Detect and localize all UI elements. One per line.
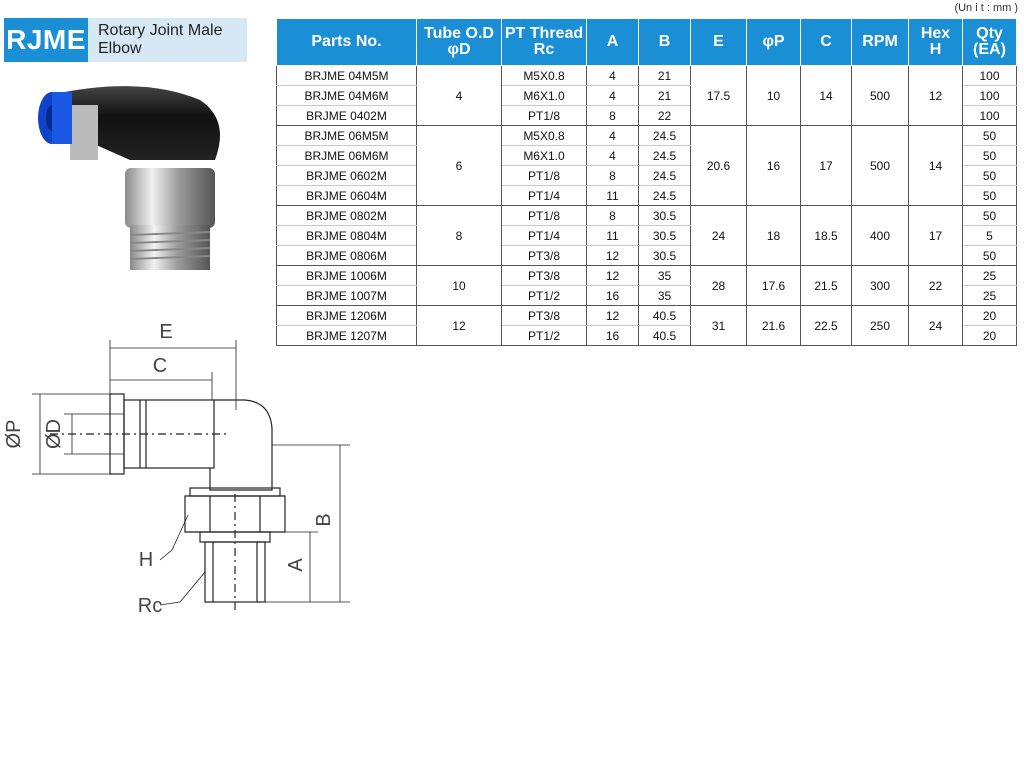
cell-qty: 50 xyxy=(963,126,1017,146)
cell-part-no: BRJME 1207M xyxy=(277,326,417,346)
cell-b: 40.5 xyxy=(639,326,691,346)
cell-rpm: 500 xyxy=(852,66,909,126)
dim-label-rc: Rc xyxy=(137,595,163,617)
cell-a: 4 xyxy=(587,66,639,86)
column-header-line: Rc xyxy=(533,41,555,58)
cell-a: 16 xyxy=(587,326,639,346)
column-header-tube xyxy=(417,19,502,66)
cell-a: 8 xyxy=(587,206,639,226)
column-header-e xyxy=(691,19,747,66)
cell-part-no: BRJME 06M5M xyxy=(277,126,417,146)
cell-c: 21.5 xyxy=(801,266,852,306)
cell-part-no: BRJME 0802M xyxy=(277,206,417,226)
cell-a: 11 xyxy=(587,186,639,206)
cell-e: 28 xyxy=(691,266,747,306)
cell-c: 17 xyxy=(801,126,852,206)
cell-qty: 100 xyxy=(963,86,1017,106)
cell-a: 12 xyxy=(587,306,639,326)
column-header-line: φD xyxy=(447,41,471,58)
table-row xyxy=(277,266,1017,286)
dim-label-p: ØP xyxy=(3,419,25,449)
column-header-p xyxy=(747,19,801,66)
cell-thread: PT1/2 xyxy=(502,286,587,306)
cell-hex: 22 xyxy=(909,266,963,306)
column-header-line: C xyxy=(820,33,832,50)
cell-c: 22.5 xyxy=(801,306,852,346)
column-header-rpm xyxy=(852,19,909,66)
cell-thread: PT3/8 xyxy=(502,266,587,286)
cell-b: 30.5 xyxy=(639,246,691,266)
cell-qty: 50 xyxy=(963,166,1017,186)
cell-thread: PT1/4 xyxy=(502,226,587,246)
dimension-drawing xyxy=(0,310,380,630)
column-header-qty xyxy=(963,19,1017,66)
cell-thread: M5X0.8 xyxy=(502,126,587,146)
cell-part-no: BRJME 0602M xyxy=(277,166,417,186)
column-header-parts xyxy=(277,19,417,66)
cell-part-no: BRJME 04M5M xyxy=(277,66,417,86)
cell-b: 22 xyxy=(639,106,691,126)
column-header-line: Qty xyxy=(976,25,1003,42)
cell-qty: 50 xyxy=(963,246,1017,266)
dim-label-b: B xyxy=(313,513,335,527)
cell-tube-od: 4 xyxy=(417,66,502,126)
cell-b: 24.5 xyxy=(639,146,691,166)
table-row xyxy=(277,306,1017,326)
cell-a: 12 xyxy=(587,246,639,266)
table-row xyxy=(277,66,1017,86)
column-header-line: Hex xyxy=(920,25,951,42)
dim-label-a: A xyxy=(285,558,307,572)
cell-b: 24.5 xyxy=(639,126,691,146)
cell-qty: 100 xyxy=(963,66,1017,86)
cell-b: 24.5 xyxy=(639,166,691,186)
column-header-c xyxy=(801,19,852,66)
cell-a: 8 xyxy=(587,166,639,186)
cell-hex: 14 xyxy=(909,126,963,206)
table-row xyxy=(277,206,1017,226)
dim-label-d: ØD xyxy=(43,419,65,449)
cell-thread: PT1/8 xyxy=(502,106,587,126)
cell-b: 30.5 xyxy=(639,206,691,226)
table-body xyxy=(277,66,1017,346)
cell-e: 31 xyxy=(691,306,747,346)
product-code: RJME xyxy=(4,18,88,62)
column-header-line: (EA) xyxy=(973,41,1006,58)
column-header-line: A xyxy=(606,33,619,50)
column-header-b xyxy=(639,19,691,66)
product-photo xyxy=(30,80,230,280)
product-name: Rotary Joint Male Elbow xyxy=(88,18,247,62)
column-header-thread xyxy=(502,19,587,66)
column-header-line: E xyxy=(713,33,724,50)
cell-part-no: BRJME 06M6M xyxy=(277,146,417,166)
cell-tube-od: 12 xyxy=(417,306,502,346)
cell-part-no: BRJME 1206M xyxy=(277,306,417,326)
cell-thread: M6X1.0 xyxy=(502,86,587,106)
cell-b: 21 xyxy=(639,86,691,106)
cell-qty: 50 xyxy=(963,186,1017,206)
column-header-line: B xyxy=(658,33,671,50)
cell-thread: PT3/8 xyxy=(502,306,587,326)
cell-a: 4 xyxy=(587,86,639,106)
column-header-a xyxy=(587,19,639,66)
cell-a: 8 xyxy=(587,106,639,126)
cell-a: 16 xyxy=(587,286,639,306)
cell-hex: 24 xyxy=(909,306,963,346)
cell-b: 21 xyxy=(639,66,691,86)
cell-p: 18 xyxy=(747,206,801,266)
cell-rpm: 250 xyxy=(852,306,909,346)
cell-e: 24 xyxy=(691,206,747,266)
table-row xyxy=(277,126,1017,146)
cell-thread: PT1/8 xyxy=(502,206,587,226)
cell-a: 4 xyxy=(587,126,639,146)
cell-qty: 20 xyxy=(963,326,1017,346)
cell-tube-od: 10 xyxy=(417,266,502,306)
cell-tube-od: 6 xyxy=(417,126,502,206)
cell-p: 17.6 xyxy=(747,266,801,306)
cell-part-no: BRJME 0402M xyxy=(277,106,417,126)
cell-a: 4 xyxy=(587,146,639,166)
cell-c: 14 xyxy=(801,66,852,126)
dim-label-e: E xyxy=(159,321,173,343)
unit-note: (Un i t : mm ) xyxy=(954,2,1018,14)
cell-part-no: BRJME 1006M xyxy=(277,266,417,286)
cell-thread: PT3/8 xyxy=(502,246,587,266)
cell-part-no: BRJME 04M6M xyxy=(277,86,417,106)
cell-e: 17.5 xyxy=(691,66,747,126)
column-header-line: H xyxy=(929,41,942,58)
cell-a: 11 xyxy=(587,226,639,246)
cell-rpm: 300 xyxy=(852,266,909,306)
column-header-line: Tube O.D xyxy=(424,25,494,42)
cell-qty: 5 xyxy=(963,226,1017,246)
cell-qty: 20 xyxy=(963,306,1017,326)
column-header-line: φP xyxy=(762,33,785,50)
cell-qty: 100 xyxy=(963,106,1017,126)
cell-part-no: BRJME 1007M xyxy=(277,286,417,306)
table-header-row xyxy=(277,19,1017,66)
cell-qty: 50 xyxy=(963,206,1017,226)
column-header-line: RPM xyxy=(862,33,898,50)
cell-thread: M6X1.0 xyxy=(502,146,587,166)
cell-b: 30.5 xyxy=(639,226,691,246)
cell-hex: 17 xyxy=(909,206,963,266)
cell-part-no: BRJME 0804M xyxy=(277,226,417,246)
cell-qty: 25 xyxy=(963,286,1017,306)
cell-part-no: BRJME 0806M xyxy=(277,246,417,266)
cell-hex: 12 xyxy=(909,66,963,126)
cell-b: 40.5 xyxy=(639,306,691,326)
cell-thread: M5X0.8 xyxy=(502,66,587,86)
cell-b: 24.5 xyxy=(639,186,691,206)
cell-thread: PT1/4 xyxy=(502,186,587,206)
column-header-line: PT Thread xyxy=(504,25,584,42)
column-header-hex xyxy=(909,19,963,66)
cell-c: 18.5 xyxy=(801,206,852,266)
cell-rpm: 500 xyxy=(852,126,909,206)
cell-b: 35 xyxy=(639,266,691,286)
column-header-line: Parts No. xyxy=(311,33,382,50)
cell-a: 12 xyxy=(587,266,639,286)
cell-rpm: 400 xyxy=(852,206,909,266)
cell-qty: 25 xyxy=(963,266,1017,286)
cell-e: 20.6 xyxy=(691,126,747,206)
cell-thread: PT1/2 xyxy=(502,326,587,346)
title-badge xyxy=(4,18,247,62)
cell-part-no: BRJME 0604M xyxy=(277,186,417,206)
dim-label-c: C xyxy=(152,355,168,377)
cell-thread: PT1/8 xyxy=(502,166,587,186)
cell-b: 35 xyxy=(639,286,691,306)
dim-label-h: H xyxy=(138,549,154,571)
cell-p: 10 xyxy=(747,66,801,126)
cell-tube-od: 8 xyxy=(417,206,502,266)
spec-table xyxy=(276,18,1017,346)
cell-qty: 50 xyxy=(963,146,1017,166)
cell-p: 21.6 xyxy=(747,306,801,346)
cell-p: 16 xyxy=(747,126,801,206)
